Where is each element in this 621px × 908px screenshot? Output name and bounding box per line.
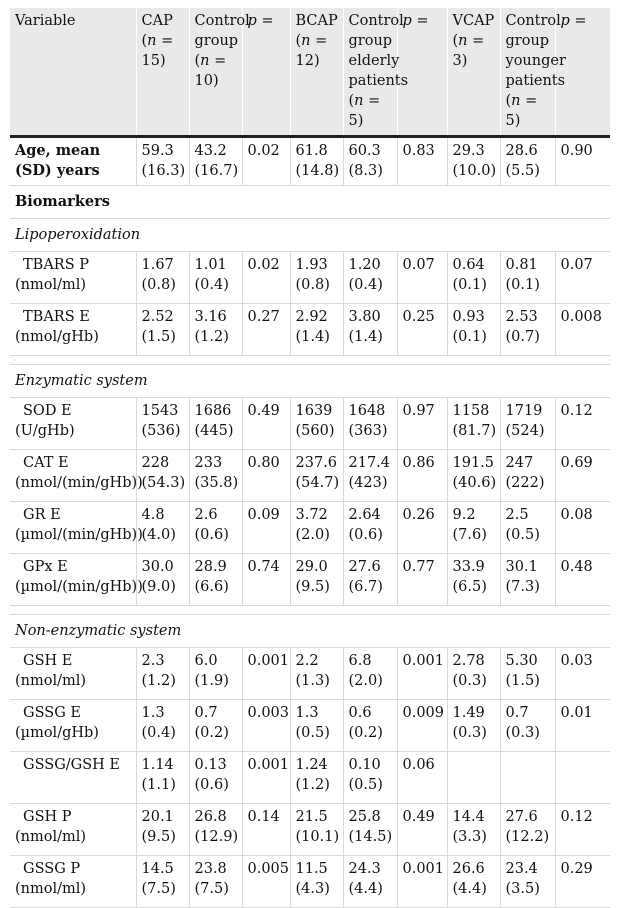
gssg-gsh-e-label bbox=[10, 752, 136, 804]
row-gsh-p bbox=[10, 804, 610, 856]
gpx-e-bcap: 29.0 (9.5) bbox=[290, 554, 343, 606]
gpx-e-p2: 0.77 bbox=[397, 554, 447, 606]
gr-e-control: 2.6 (0.6) bbox=[189, 502, 242, 554]
gssg-gsh-e-p2: 0.06 bbox=[397, 752, 447, 804]
cat-e-p3: 0.69 bbox=[555, 450, 610, 502]
header-row bbox=[10, 8, 610, 137]
gssg-p-p1: 0.005 bbox=[242, 856, 290, 908]
variable-name: GSH P bbox=[23, 809, 72, 825]
variable-unit: (nmol/(min/gHb)) bbox=[15, 475, 143, 491]
section-biomarkers-label: Biomarkers bbox=[10, 186, 610, 219]
header-control-group: Control group (n = 10) bbox=[189, 8, 242, 137]
gsh-e-p3: 0.03 bbox=[555, 648, 610, 700]
gpx-e-cap: 30.0 (9.0) bbox=[136, 554, 189, 606]
gpx-e-control: 28.9 (6.6) bbox=[189, 554, 242, 606]
gssg-p-bcap: 11.5 (4.3) bbox=[290, 856, 343, 908]
section-biomarkers bbox=[10, 186, 610, 219]
gsh-e-p1: 0.001 bbox=[242, 648, 290, 700]
cat-e-control-younger: 247 (222) bbox=[500, 450, 555, 502]
variable-name: GPx E bbox=[23, 559, 68, 575]
gsh-e-control-younger: 5.30 (1.5) bbox=[500, 648, 555, 700]
header-p-2: p = bbox=[397, 8, 447, 137]
variable-unit: (nmol/ml) bbox=[15, 829, 87, 845]
row-gpx-e bbox=[10, 554, 610, 606]
age-row bbox=[10, 137, 610, 186]
sod-e-p2: 0.97 bbox=[397, 398, 447, 450]
row-cat-e bbox=[10, 450, 610, 502]
tbars-e-vcap: 0.93 (0.1) bbox=[447, 304, 500, 356]
variable-unit: (nmol/ml) bbox=[15, 277, 87, 293]
row-gssg-p bbox=[10, 856, 610, 908]
section-lipoperoxidation-label: Lipoperoxidation bbox=[10, 219, 610, 252]
tbars-e-cap: 2.52 (1.5) bbox=[136, 304, 189, 356]
section-non-enzymatic-label: Non-enzymatic system bbox=[10, 615, 610, 648]
gssg-gsh-e-p1: 0.001 bbox=[242, 752, 290, 804]
gssg-e-bcap: 1.3 (0.5) bbox=[290, 700, 343, 752]
sod-e-bcap: 1639 (560) bbox=[290, 398, 343, 450]
sod-e-control-elderly: 1648 (363) bbox=[343, 398, 397, 450]
cat-e-vcap: 191.5 (40.6) bbox=[447, 450, 500, 502]
age-control-elderly: 60.3 (8.3) bbox=[343, 137, 397, 186]
cat-e-label bbox=[10, 450, 143, 502]
variable-unit: (U/gHb) bbox=[15, 423, 75, 439]
biomarker-table bbox=[10, 8, 610, 908]
gsh-p-vcap: 14.4 (3.3) bbox=[447, 804, 500, 856]
gsh-p-control-younger: 27.6 (12.2) bbox=[500, 804, 555, 856]
gssg-gsh-e-control: 0.13 (0.6) bbox=[189, 752, 242, 804]
age-control: 43.2 (16.7) bbox=[189, 137, 242, 186]
sod-e-vcap: 1158 (81.7) bbox=[447, 398, 500, 450]
tbars-p-p1: 0.02 bbox=[242, 252, 290, 304]
tbars-e-control: 3.16 (1.2) bbox=[189, 304, 242, 356]
gssg-e-cap: 1.3 (0.4) bbox=[136, 700, 189, 752]
tbars-p-label bbox=[10, 252, 136, 304]
gr-e-p1: 0.09 bbox=[242, 502, 290, 554]
gssg-p-control-younger: 23.4 (3.5) bbox=[500, 856, 555, 908]
variable-name: SOD E bbox=[23, 403, 72, 419]
age-p1: 0.02 bbox=[242, 137, 290, 186]
sod-e-label bbox=[10, 398, 136, 450]
header-control-younger: Control group younger patients (n = 5) bbox=[500, 8, 555, 137]
tbars-p-control: 1.01 (0.4) bbox=[189, 252, 242, 304]
tbars-p-control-elderly: 1.20 (0.4) bbox=[343, 252, 397, 304]
tbars-e-p2: 0.25 bbox=[397, 304, 447, 356]
variable-unit: (µmol/(min/gHb)) bbox=[15, 527, 143, 543]
gssg-e-control-younger: 0.7 (0.3) bbox=[500, 700, 555, 752]
gssg-e-control-elderly: 0.6 (0.2) bbox=[343, 700, 397, 752]
sod-e-control-younger: 1719 (524) bbox=[500, 398, 555, 450]
header-vcap: VCAP (n = 3) bbox=[447, 8, 500, 137]
header-variable: Variable bbox=[10, 8, 136, 137]
variable-unit: (nmol/ml) bbox=[15, 673, 87, 689]
cat-e-control-elderly: 217.4 (423) bbox=[343, 450, 397, 502]
gr-e-control-elderly: 2.64 (0.6) bbox=[343, 502, 397, 554]
row-tbars-e bbox=[10, 304, 610, 356]
row-tbars-p bbox=[10, 252, 610, 304]
variable-name: TBARS E bbox=[23, 309, 90, 325]
variable-name: GSSG/GSH E bbox=[23, 757, 121, 773]
gssg-p-control-elderly: 24.3 (4.4) bbox=[343, 856, 397, 908]
gssg-p-p3: 0.29 bbox=[555, 856, 610, 908]
gsh-p-p3: 0.12 bbox=[555, 804, 610, 856]
gpx-e-control-elderly: 27.6 (6.7) bbox=[343, 554, 397, 606]
gssg-e-vcap: 1.49 (0.3) bbox=[447, 700, 500, 752]
tbars-p-cap: 1.67 (0.8) bbox=[136, 252, 189, 304]
gsh-e-control-elderly: 6.8 (2.0) bbox=[343, 648, 397, 700]
gsh-e-p2: 0.001 bbox=[397, 648, 447, 700]
tbars-e-bcap: 2.92 (1.4) bbox=[290, 304, 343, 356]
spacer-row bbox=[10, 356, 610, 365]
tbars-p-vcap: 0.64 (0.1) bbox=[447, 252, 500, 304]
section-lipoperoxidation bbox=[10, 219, 610, 252]
gssg-p-label bbox=[10, 856, 136, 908]
row-gssg-gsh-e bbox=[10, 752, 610, 804]
gsh-p-p1: 0.14 bbox=[242, 804, 290, 856]
gsh-p-bcap: 21.5 (10.1) bbox=[290, 804, 343, 856]
gssg-gsh-e-cap: 1.14 (1.1) bbox=[136, 752, 189, 804]
header-cap: CAP (n = 15) bbox=[136, 8, 189, 137]
gsh-p-control: 26.8 (12.9) bbox=[189, 804, 242, 856]
gpx-e-p3: 0.48 bbox=[555, 554, 610, 606]
gssg-p-p2: 0.001 bbox=[397, 856, 447, 908]
gr-e-cap: 4.8 (4.0) bbox=[136, 502, 189, 554]
variable-name: GR E bbox=[23, 507, 61, 523]
gsh-p-p2: 0.49 bbox=[397, 804, 447, 856]
tbars-e-control-younger: 2.53 (0.7) bbox=[500, 304, 555, 356]
gr-e-p3: 0.08 bbox=[555, 502, 610, 554]
gr-e-label bbox=[10, 502, 143, 554]
tbars-p-p2: 0.07 bbox=[397, 252, 447, 304]
tbars-p-control-younger: 0.81 (0.1) bbox=[500, 252, 555, 304]
spacer-row bbox=[10, 606, 610, 615]
gsh-p-control-elderly: 25.8 (14.5) bbox=[343, 804, 397, 856]
header-bcap: BCAP (n = 12) bbox=[290, 8, 343, 137]
cat-e-p2: 0.86 bbox=[397, 450, 447, 502]
gsh-e-cap: 2.3 (1.2) bbox=[136, 648, 189, 700]
section-enzymatic-label: Enzymatic system bbox=[10, 365, 610, 398]
gsh-p-cap: 20.1 (9.5) bbox=[136, 804, 189, 856]
variable-name: GSSG P bbox=[23, 861, 81, 877]
header-p-3: p = bbox=[555, 8, 610, 137]
row-gr-e bbox=[10, 502, 610, 554]
row-gssg-e bbox=[10, 700, 610, 752]
spacer-cell bbox=[10, 606, 610, 615]
biomarker-table-container bbox=[10, 8, 610, 908]
tbars-e-p3: 0.008 bbox=[555, 304, 610, 356]
gsh-e-vcap: 2.78 (0.3) bbox=[447, 648, 500, 700]
age-bcap: 61.8 (14.8) bbox=[290, 137, 343, 186]
row-sod-e bbox=[10, 398, 610, 450]
gssg-e-p3: 0.01 bbox=[555, 700, 610, 752]
tbars-p-bcap: 1.93 (0.8) bbox=[290, 252, 343, 304]
gssg-e-label bbox=[10, 700, 136, 752]
age-p3: 0.90 bbox=[555, 137, 610, 186]
gssg-e-control: 0.7 (0.2) bbox=[189, 700, 242, 752]
age-p2: 0.83 bbox=[397, 137, 447, 186]
sod-e-p3: 0.12 bbox=[555, 398, 610, 450]
gssg-p-control: 23.8 (7.5) bbox=[189, 856, 242, 908]
gr-e-p2: 0.26 bbox=[397, 502, 447, 554]
gpx-e-label bbox=[10, 554, 143, 606]
variable-name: CAT E bbox=[23, 455, 69, 471]
header-control-elderly: Control group elderly patients (n = 5) bbox=[343, 8, 397, 137]
spacer-cell bbox=[10, 356, 610, 365]
gssg-p-cap: 14.5 (7.5) bbox=[136, 856, 189, 908]
gsh-e-label bbox=[10, 648, 136, 700]
cat-e-control: 233 (35.8) bbox=[189, 450, 242, 502]
header-p-1: p = bbox=[242, 8, 290, 137]
gssg-gsh-e-vcap bbox=[447, 752, 500, 804]
gsh-e-bcap: 2.2 (1.3) bbox=[290, 648, 343, 700]
gssg-e-p1: 0.003 bbox=[242, 700, 290, 752]
tbars-e-label bbox=[10, 304, 136, 356]
age-vcap: 29.3 (10.0) bbox=[447, 137, 500, 186]
variable-unit: (µmol/gHb) bbox=[15, 725, 99, 741]
age-cap: 59.3 (16.3) bbox=[136, 137, 189, 186]
variable-unit: (nmol/gHb) bbox=[15, 329, 99, 345]
gr-e-control-younger: 2.5 (0.5) bbox=[500, 502, 555, 554]
tbars-e-control-elderly: 3.80 (1.4) bbox=[343, 304, 397, 356]
gssg-gsh-e-control-younger bbox=[500, 752, 555, 804]
row-gsh-e bbox=[10, 648, 610, 700]
gssg-p-vcap: 26.6 (4.4) bbox=[447, 856, 500, 908]
variable-name: GSSG E bbox=[23, 705, 81, 721]
variable-unit: (nmol/ml) bbox=[15, 881, 87, 897]
section-enzymatic bbox=[10, 365, 610, 398]
gpx-e-vcap: 33.9 (6.5) bbox=[447, 554, 500, 606]
age-control-younger: 28.6 (5.5) bbox=[500, 137, 555, 186]
gssg-gsh-e-control-elderly: 0.10 (0.5) bbox=[343, 752, 397, 804]
variable-name: TBARS P bbox=[23, 257, 90, 273]
cat-e-p1: 0.80 bbox=[242, 450, 290, 502]
gssg-e-p2: 0.009 bbox=[397, 700, 447, 752]
age-label: Age, mean (SD) years bbox=[15, 142, 101, 179]
sod-e-p1: 0.49 bbox=[242, 398, 290, 450]
gr-e-vcap: 9.2 (7.6) bbox=[447, 502, 500, 554]
cat-e-bcap: 237.6 (54.7) bbox=[290, 450, 343, 502]
sod-e-cap: 1543 (536) bbox=[136, 398, 189, 450]
gpx-e-p1: 0.74 bbox=[242, 554, 290, 606]
gpx-e-control-younger: 30.1 (7.3) bbox=[500, 554, 555, 606]
tbars-p-p3: 0.07 bbox=[555, 252, 610, 304]
variable-unit: (µmol/(min/gHb)) bbox=[15, 579, 143, 595]
gsh-e-control: 6.0 (1.9) bbox=[189, 648, 242, 700]
gsh-p-label bbox=[10, 804, 136, 856]
cat-e-cap: 228 (54.3) bbox=[136, 450, 189, 502]
variable-name: GSH E bbox=[23, 653, 73, 669]
sod-e-control: 1686 (445) bbox=[189, 398, 242, 450]
section-non-enzymatic bbox=[10, 615, 610, 648]
gssg-gsh-e-p3 bbox=[555, 752, 610, 804]
gssg-gsh-e-bcap: 1.24 (1.2) bbox=[290, 752, 343, 804]
gr-e-bcap: 3.72 (2.0) bbox=[290, 502, 343, 554]
tbars-e-p1: 0.27 bbox=[242, 304, 290, 356]
